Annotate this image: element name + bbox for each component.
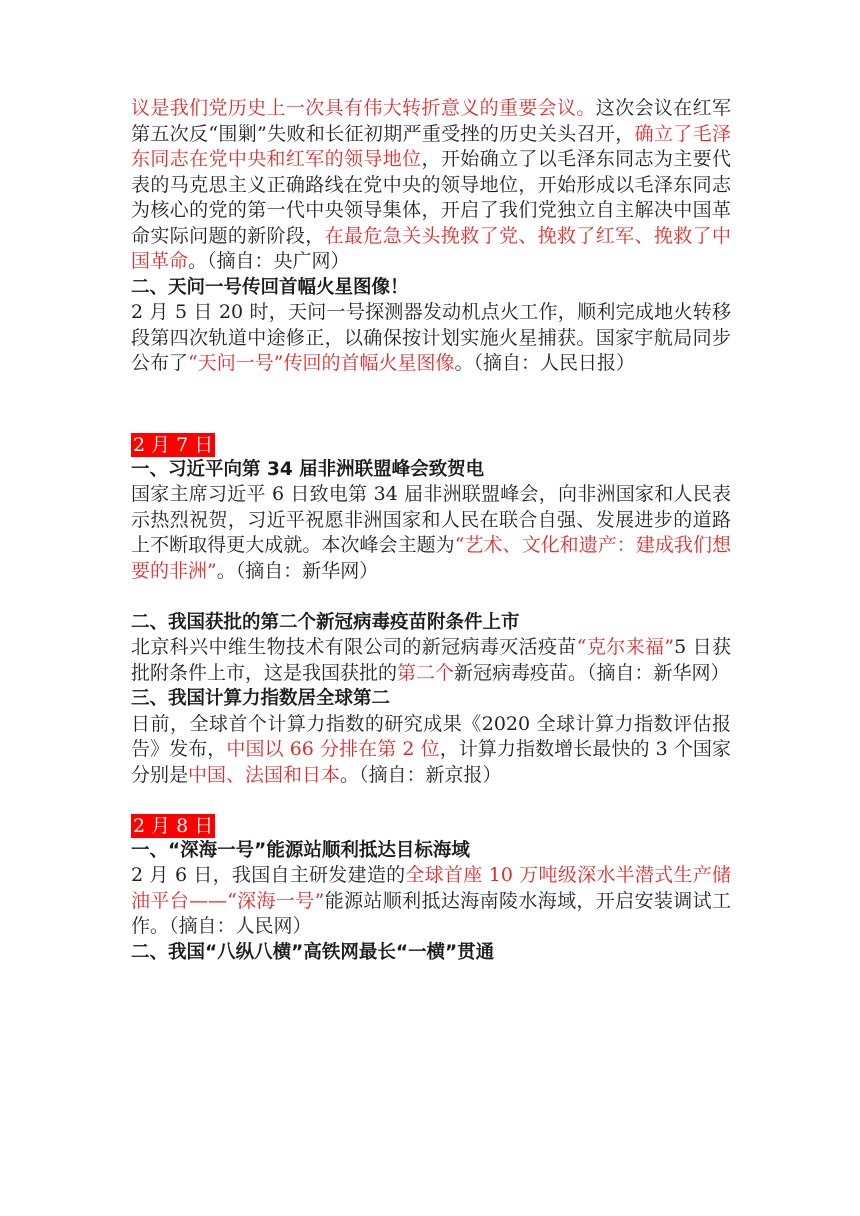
- body-text: 。（摘自：新华网）: [216, 559, 379, 582]
- body-text: 。（摘自：人民日报）: [454, 352, 635, 374]
- body-text: 这次会议在红军第五次反“围剿”失败和长征初期严重受挫的历史关头召开，: [131, 97, 731, 145]
- body-text: 日前，全球首个计算力指数的研究成果《2020 全球计算力指数评估报告》发布，: [131, 712, 731, 760]
- computing-heading: 三、我国计算力指数居全球第二: [131, 688, 391, 709]
- date-label-feb8: [131, 814, 731, 838]
- body-text: 国家主席习近平 6 日致电第 34 届非洲联盟峰会，向非洲国家和人民表示热烈祝贺，习近平祝愿非洲国家和人民在联合自强、发展进步的道路上不断取得更大成就。本次峰会主题为: [131, 483, 731, 556]
- shenhai-paragraph: [131, 863, 731, 940]
- date-label-feb7: [131, 433, 731, 457]
- highlight-text: 第二个: [397, 661, 455, 684]
- body-text: 2 月 5 日 20 时，天问一号探测器发动机点火工作，顺利完成地火转移段第四次轨道中途修正，以确保按计划实施火星捕获。国家宇航局同步公布了: [131, 301, 731, 374]
- highlight-text: 在最危急关头挽救了党、挽救了红军、挽救了中国革命: [131, 224, 731, 272]
- spacer: [131, 788, 731, 814]
- body-text: 5 日获批附条件上市，这是我国获批的: [131, 636, 731, 684]
- highlight-text: “克尔来福”: [576, 636, 675, 658]
- body-text: 。（摘自：新京报）: [340, 763, 502, 786]
- railway-heading: 二、我国“八纵八横”高铁网最长“一横”贯通: [131, 941, 495, 963]
- highlight-text: 议是我们党历史上一次具有伟大转折意义的重要会议。: [131, 97, 596, 119]
- highlight-text: 确立了毛泽东同志在党中央和红军的领导地位: [131, 122, 731, 170]
- tianwen-heading: 二、天问一号传回首幅火星图像！: [131, 276, 409, 298]
- vaccine-paragraph: [131, 635, 731, 686]
- body-text: 能源站顺利抵达海南陵水海域，开启安装调试工作。（摘自：人民网）: [131, 889, 731, 937]
- xi-heading: 一、习近平向第 34 届非洲联盟峰会致贺电: [131, 458, 485, 480]
- document-body: [131, 96, 731, 965]
- body-text: 2 月 6 日，我国自主研发建造的: [131, 864, 406, 886]
- computing-paragraph: [131, 712, 731, 789]
- body-text: 。（摘自：央广网）: [188, 250, 350, 272]
- highlight-text: 中国以 66 分排在第 2 位: [226, 738, 440, 760]
- body-text: ，开始确立了以毛泽东同志为主要代表的马克思主义正确路线在党中央的领导地位，开始形成以毛泽东同志为核心的党的第一代中央领导集体，开启了我们党独立自主解决中国革命实际问题的新阶段，: [131, 148, 731, 247]
- date-badge: 2 月 7 日: [133, 433, 214, 456]
- date-badge: 2 月 8 日: [133, 814, 214, 837]
- highlight-text: “艺术、文化和遗产：建成我们想要的非洲”: [131, 534, 731, 582]
- body-text: ，计算力指数增长最快的 3 个国家分别是: [131, 738, 731, 786]
- shenhai-heading: 一、“深海一号”能源站顺利抵达目标海域: [131, 839, 470, 861]
- tianwen-paragraph: [131, 300, 731, 377]
- spacer: [131, 377, 731, 433]
- body-text: 北京科兴中维生物技术有限公司的新冠病毒灭活疫苗: [131, 636, 577, 658]
- au-summit-paragraph: [131, 482, 731, 584]
- body-text: 新冠病毒疫苗。（摘自：新华网）: [454, 661, 730, 684]
- highlight-text: 中国、法国和日本: [188, 763, 341, 786]
- spacer: [131, 584, 731, 610]
- highlight-text: 全球首座 10 万吨级深水半潜式生产储油平台——“深海一号”: [131, 864, 732, 912]
- vaccine-heading: 二、我国获批的第二个新冠病毒疫苗附条件上市: [131, 611, 520, 633]
- highlight-text: “天问一号”传回的首幅火星图像: [188, 352, 455, 374]
- zunyi-meeting-paragraph: [131, 96, 731, 275]
